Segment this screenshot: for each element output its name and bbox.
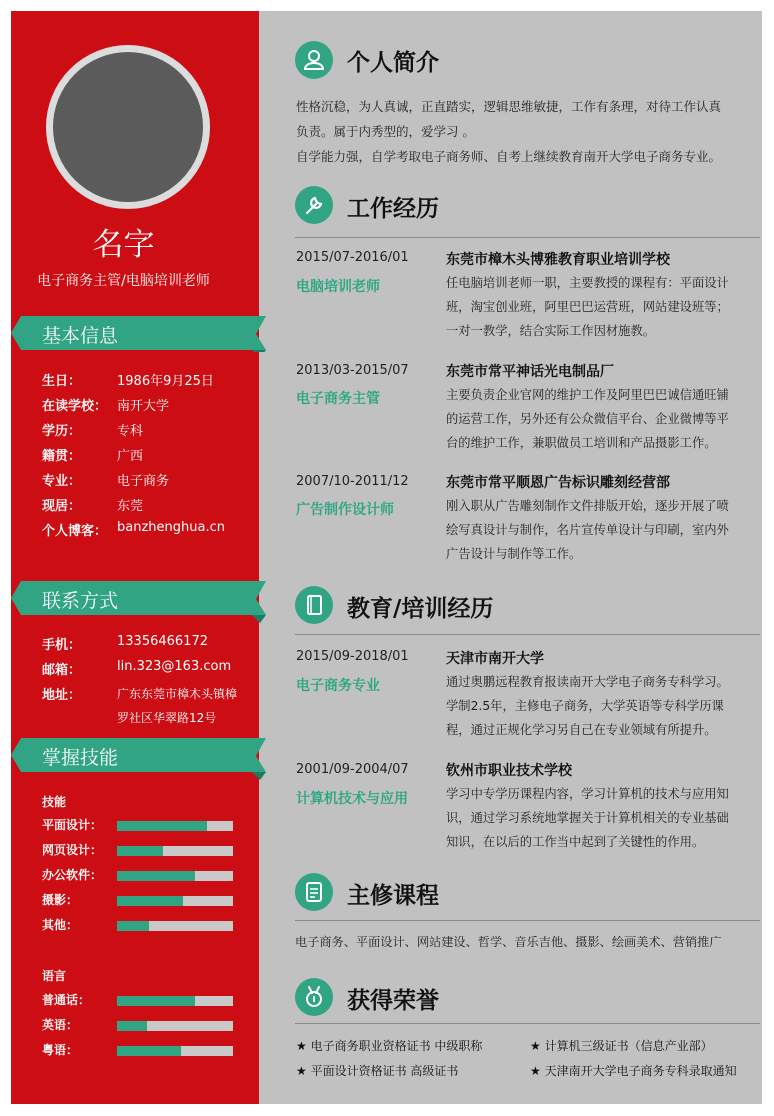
intro-line: 负责。属于内秀型的，爱学习 。 (296, 124, 475, 139)
education-major: 电子商务专业 (296, 678, 380, 694)
person-icon (295, 41, 333, 79)
resume-page (11, 11, 762, 1104)
info-value: 东莞 (117, 499, 144, 514)
blog-link[interactable]: banzhenghua.cn (117, 520, 225, 535)
skill-label: 平面设计： (42, 818, 103, 832)
contact-heading: 联系方式 (42, 590, 119, 612)
work-role: 电脑培训老师 (296, 279, 380, 295)
work-date: 2015/07-2016/01 (296, 250, 409, 265)
honor-item: ★ 电子商务职业资格证书 中级职称 (296, 1039, 483, 1053)
education-desc (446, 782, 758, 854)
intro-heading: 个人简介 (347, 50, 439, 76)
education-desc-line: 通过奥鹏远程教育报读南开大学电子商务专科学习。 (446, 675, 729, 689)
skill-bar (117, 846, 233, 856)
intro-line: 自学能力强，自学考取电子商务师、自考上继续教育南开大学电子商务专业。 (296, 149, 722, 164)
address-value-line2: 罗社区华翠路12号 (117, 711, 217, 725)
info-label: 地址： (42, 688, 82, 703)
education-desc-line: 识，通过学习系统地掌握关于计算机相关的专业基础 (446, 811, 729, 825)
intro-line: 性格沉稳，为人真诚，正直踏实，逻辑思维敏捷，工作有条理，对待工作认真 (296, 99, 722, 114)
main-content (259, 11, 762, 1104)
skill-bar (117, 871, 233, 881)
email-link[interactable]: lin.323@163.com (117, 659, 232, 674)
work-role: 电子商务主管 (296, 391, 380, 407)
tech-skills-label: 技能 (42, 795, 67, 809)
section-divider (295, 1023, 760, 1024)
medal-icon (295, 978, 333, 1016)
skill-bar-fill (117, 896, 183, 906)
work-desc-line: 主要负责企业官网的维护工作及阿里巴巴诚信通旺铺 (446, 388, 729, 402)
skill-bar-fill (117, 846, 163, 856)
skill-bar (117, 921, 233, 931)
avatar (46, 45, 210, 209)
education-desc (446, 670, 758, 742)
skill-bar (117, 821, 233, 831)
info-label: 生日： (42, 374, 82, 389)
info-label: 邮箱： (42, 663, 82, 678)
info-value: 南开大学 (117, 399, 170, 414)
basic-info-heading: 基本信息 (42, 325, 119, 347)
info-value: 1986年9月25日 (117, 374, 214, 389)
skill-bar (117, 896, 233, 906)
language-bar-fill (117, 1021, 147, 1031)
skill-label: 其他： (42, 918, 79, 932)
work-heading: 工作经历 (347, 196, 439, 222)
work-org: 东莞市常平神话光电制品厂 (446, 364, 614, 380)
work-date: 2007/10-2011/12 (296, 474, 409, 489)
language-label: 英语： (42, 1018, 79, 1032)
work-desc (446, 383, 758, 455)
intro-text (296, 94, 761, 169)
skill-bar-fill (117, 921, 149, 931)
info-label: 手机： (42, 638, 82, 653)
skills-heading: 掌握技能 (42, 747, 119, 769)
education-desc-line: 知识，在以后的工作当中起到了关键性的作用。 (446, 835, 705, 849)
honor-item: ★ 计算机三级证书（信息产业部） (530, 1039, 713, 1053)
skills-banner (11, 738, 266, 772)
info-label: 学历： (42, 424, 82, 439)
work-desc-line: 任电脑培训老师一职，主要教授的课程有：平面设计 (446, 276, 729, 290)
education-major: 计算机技术与应用 (296, 791, 408, 807)
education-date: 2001/09-2004/07 (296, 762, 409, 777)
address-value: 广东东莞市樟木头镇樟 (117, 687, 238, 701)
work-desc (446, 494, 758, 566)
honors-heading: 获得荣誉 (347, 988, 439, 1014)
skill-label: 办公软件： (42, 868, 103, 882)
courses-list: 电子商务、平面设计、网站建设、哲学、音乐吉他、摄影、绘画美术、营销推广 (295, 935, 722, 949)
skill-bar-fill (117, 821, 207, 831)
info-value: 专科 (117, 424, 144, 439)
work-desc-line: 台的维护工作，兼职做员工培训和产品摄影工作。 (446, 436, 717, 450)
education-desc-line: 程，通过正规化学习另自己在专业领域有所提升。 (446, 723, 717, 737)
info-label: 在读学校： (42, 399, 108, 414)
courses-heading: 主修课程 (347, 883, 439, 909)
phone-value: 13356466172 (117, 634, 208, 649)
language-bar-fill (117, 996, 195, 1006)
info-label: 现居： (42, 499, 82, 514)
contact-banner (11, 581, 266, 615)
person-name: 名字 (92, 227, 155, 263)
info-label: 籍贯： (42, 449, 82, 464)
work-desc-line: 的运营工作，另外还有公众微信平台、企业微博等平 (446, 412, 729, 426)
skill-label: 摄影： (42, 893, 79, 907)
info-value: 广西 (117, 449, 144, 464)
language-bar (117, 996, 233, 1006)
work-desc-line: 刚入职从广告雕刻制作文件排版开始，逐步开展了喷 (446, 499, 729, 513)
work-org: 东莞市樟木头博雅教育职业培训学校 (446, 252, 670, 268)
work-desc-line: 绘写真设计与制作，名片宣传单设计与印刷，室内外 (446, 523, 729, 537)
education-school: 天津市南开大学 (446, 651, 544, 667)
language-label: 普通话： (42, 993, 91, 1007)
work-role: 广告制作设计师 (296, 502, 394, 518)
education-desc-line: 学习中专学历课程内容，学习计算机的技术与应用知 (446, 787, 729, 801)
honor-item: ★ 天津南开大学电子商务专科录取通知 (530, 1064, 737, 1078)
language-bar (117, 1021, 233, 1031)
language-bar (117, 1046, 233, 1056)
info-label: 个人博客： (42, 524, 108, 539)
education-school: 钦州市职业技术学校 (446, 763, 572, 779)
work-desc-line: 班，淘宝创业班，阿里巴巴运营班，网站建设班等； (446, 300, 729, 314)
sidebar (11, 11, 259, 1104)
honor-item: ★ 平面设计资格证书 高级证书 (296, 1064, 459, 1078)
education-desc-line: 学制2.5年，主修电子商务，大学英语等专科学历课 (446, 699, 724, 713)
work-org: 东莞市常平顺恩广告标识雕刻经营部 (446, 475, 670, 491)
section-divider (295, 237, 760, 238)
work-desc-line: 一对一教学，结合实际工作因材施教。 (446, 324, 656, 338)
section-divider (295, 634, 760, 635)
skill-bar-fill (117, 871, 195, 881)
education-date: 2015/09-2018/01 (296, 649, 409, 664)
book-icon (295, 586, 333, 624)
language-label: 粤语： (42, 1043, 79, 1057)
work-desc (446, 271, 758, 343)
skill-label: 网页设计： (42, 843, 103, 857)
info-value: 电子商务 (117, 474, 170, 489)
education-heading: 教育/培训经历 (347, 596, 494, 622)
info-label: 专业： (42, 474, 82, 489)
language-skills-label: 语言 (42, 969, 67, 983)
language-bar-fill (117, 1046, 181, 1056)
work-desc-line: 广告设计与制作等工作。 (446, 547, 582, 561)
wrench-icon (295, 186, 333, 224)
document-icon (295, 873, 333, 911)
basic-info-banner (11, 316, 266, 350)
person-title: 电子商务主管/电脑培训老师 (37, 273, 210, 289)
work-date: 2013/03-2015/07 (296, 363, 409, 378)
section-divider (295, 920, 760, 921)
